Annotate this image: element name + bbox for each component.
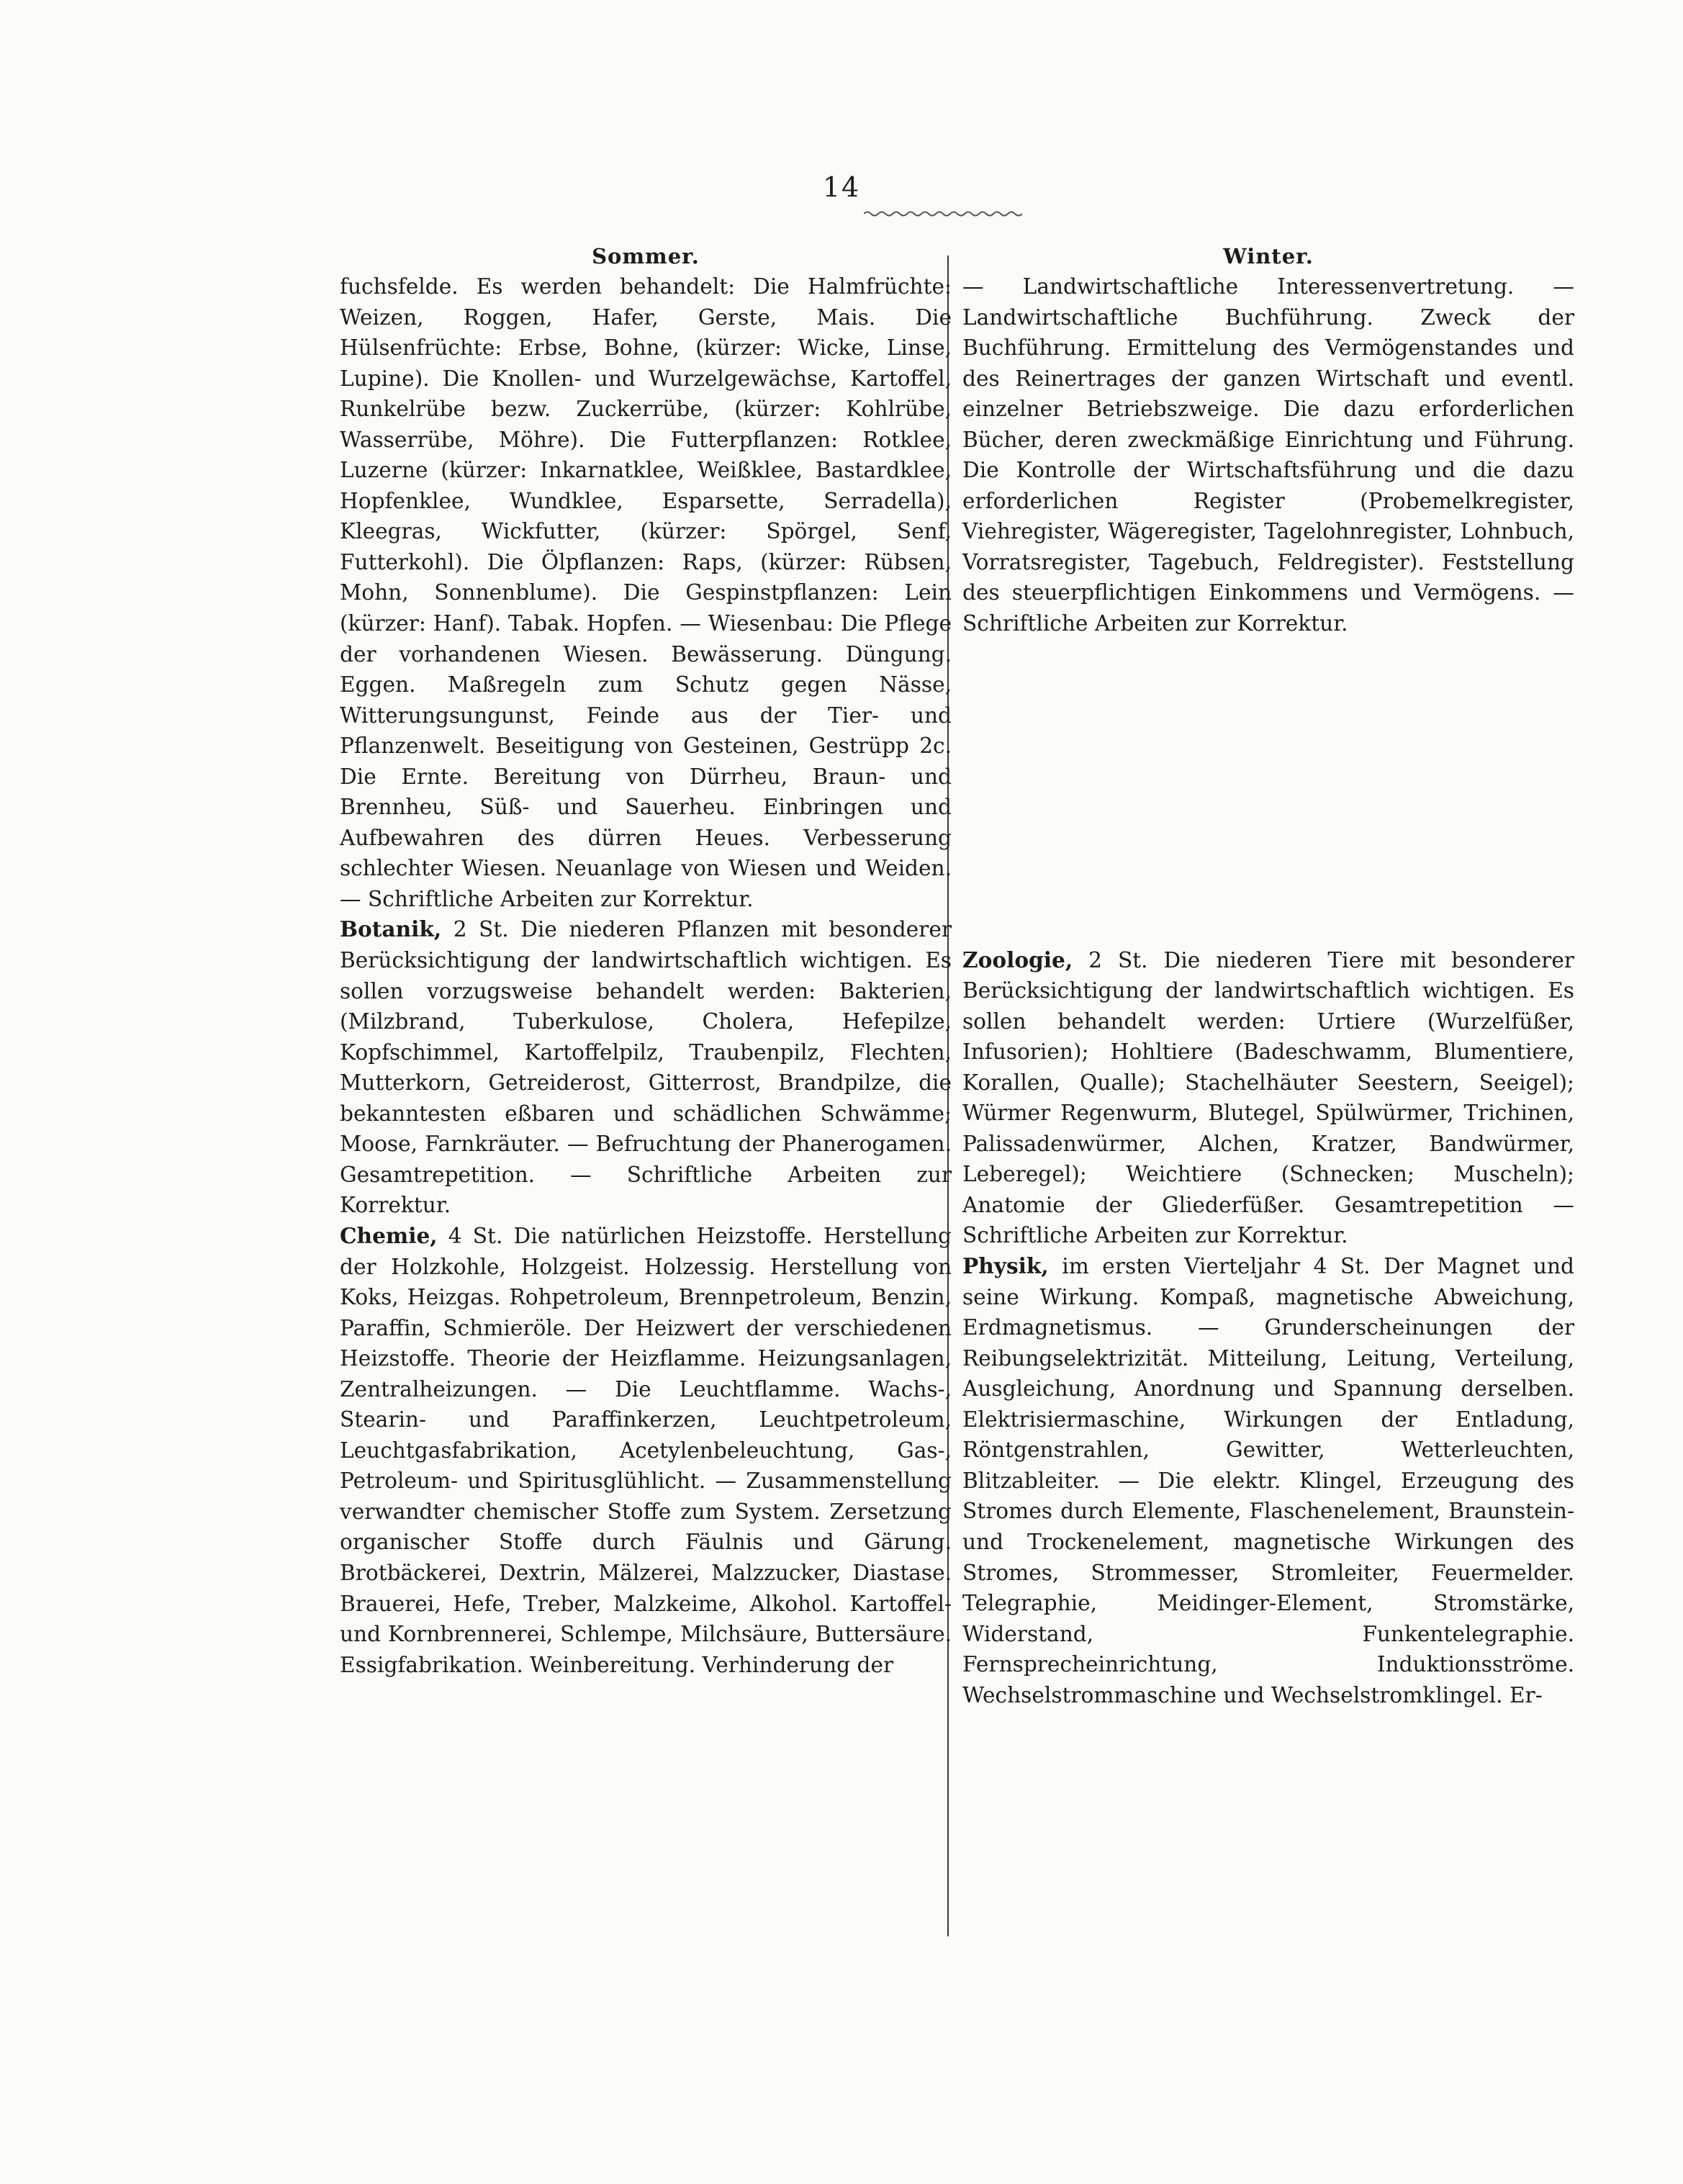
blank-space — [962, 639, 1574, 945]
physik-paragraph — [962, 1251, 1574, 1710]
summer-intro-paragraph: fuchsfelde. Es werden behandelt: Die Halmfrüchte: Weizen, Roggen, Hafer, Gerste, Mais. Die Hülsenfrüchte: Erbse, Bohne, (kürzer: Wicke, Linse, Lupine). Die Knollen- und Wurzelgewächse, Kartoffel, Runkelrübe bezw. Zuckerrübe, (kürzer: Kohlrübe, Wasserrübe, Möhre). Die Futterpflanzen: Rotklee, Luzerne (kürzer: Inkarnatklee, Weißklee, Bastardklee, Hopfenklee, Wundklee, Esparsette, Serradella), Kleegras, Wickfutter, (kürzer: Spörgel, Senf, Futterkohl). Die Ölpflanzen: Raps, (kürzer: Rübsen, Mohn, Sonnenblume). Die Gespinstpflanzen: Lein (kürzer: Hanf). Tabak. Hopfen. — Wiesenbau: Die Pflege der vorhandenen Wiesen. Bewässerung. Düngung. Eggen. Maßregeln zum Schutz gegen Nässe, Witterungsungunst, Feinde aus der Tier- und Pflanzenwelt. Beseitigung von Gesteinen, Gestrüpp 2c. Die Ernte. Bereitung von Dürrheu, Braun- und Brennheu, Süß- und Sauerheu. Einbringen und Aufbewahren des dürren Heues. Verbesserung schlechter Wiesen. Neuanlage von Wiesen und Weiden. — Schriftliche Arbeiten zur Korrektur. — [340, 274, 952, 911]
winter-heading: Winter. — [1223, 244, 1314, 269]
zoologie-label: Zoologie, — [962, 947, 1073, 973]
physik-label: Physik, — [962, 1253, 1049, 1279]
botanik-label: Botanik, — [340, 916, 442, 942]
botanik-paragraph — [340, 914, 952, 1220]
chemie-label: Chemie, — [340, 1222, 438, 1248]
chemie-paragraph — [340, 1221, 952, 1680]
zoologie-paragraph — [962, 945, 1574, 1251]
physik-text: im ersten Vierteljahr 4 St. Der Magnet und seine Wirkung. Kompaß, magnetische Abweichung, Erdmagnetismus. — Grunderscheinungen der Reibungselektrizität. Mitteilung, Leitung, Verteilung, Ausgleichung, Anordnung und Spannung derselben. Elektrisiermaschine, Wirkungen der Entladung, Röntgenstrahlen, Gewitter, Wetterleuchten, Blitzableiter. — Die elektr. Klingel, Erzeugung des Stromes durch Elemente, Flaschenelement, Braunstein- und Trockenelement, magnetische Wirkungen des Stromes, Strommesser, Stromleiter, Feuermelder. Telegraphie, Meidinger-Element, Stromstärke, Widerstand, Funkentelegraphie. Fernsprecheinrichtung, Induktionsströme. Wechselstrommaschine und Wechselstromklingel. Er- — [962, 1254, 1574, 1707]
summer-heading: Sommer. — [592, 244, 700, 269]
summer-column — [340, 241, 952, 1680]
winter-column — [962, 241, 1574, 1710]
page-number: 14 — [822, 171, 861, 203]
wavy-rule-ornament — [864, 209, 1022, 219]
botanik-text: 2 St. Die niederen Pflanzen mit besonderer Berücksichtigung der landwirtschaftlich wichtigen. Es sollen vorzugsweise behandelt werden: Bakterien, (Milzbrand, Tuberkulose, Cholera, Hefepilze, Kopfschimmel, Kartoffelpilz, Traubenpilz, Flechten, Mutterkorn, Getreiderost, Gitterrost, Brandpilze, die bekanntesten eßbaren und schädlichen Schwämme; Moose, Farnkräuter. — Befruchtung der Phanerogamen. Gesamtrepetition. — Schriftliche Arbeiten zur Korrektur. — [340, 917, 952, 1218]
zoologie-text: 2 St. Die niederen Tiere mit besonderer Berücksichtigung der landwirtschaftlich wichtigen. Es sollen behandelt werden: Urtiere (Wurzelfüßer, Infusorien); Hohltiere (Badeschwamm, Blumentiere, Korallen, Qualle); Stachelhäuter Seestern, Seeigel); Würmer Regenwurm, Blutegel, Spülwürmer, Trichinen, Palissadenwürmer, Alchen, Kratzer, Bandwürmer, Leberegel); Weichtiere (Schnecken; Muscheln); Anatomie der Gliederfüßer. Gesamtrepetition — Schriftliche Arbeiten zur Korrektur. — [962, 947, 1574, 1248]
winter-intro-paragraph: — Landwirtschaftliche Interessenvertretung. — Landwirtschaftliche Buchführung. Zweck der Buchführung. Ermittelung des Vermögenstandes und des Reinertrages der ganzen Wirtschaft und eventl. einzelner Betriebszweige. Die dazu erforderlichen Bücher, deren zweckmäßige Einrichtung und Führung. Die Kontrolle der Wirtschaftsführung und die dazu erforderlichen Register (Probemelkregister, Viehregister, Wägeregister, Tagelohnregister, Lohnbuch, Vorratsregister, Tagebuch, Feldregister). Feststellung des steuerpflichtigen Einkommens und Vermögens. — Schriftliche Arbeiten zur Korrektur. — [962, 274, 1574, 636]
chemie-text: 4 St. Die natürlichen Heizstoffe. Herstellung der Holzkohle, Holzgeist. Holzessig. Herstellung von Koks, Heizgas. Rohpetroleum, Brennpetroleum, Benzin, Paraffin, Schmieröle. Der Heizwert der verschiedenen Heizstoffe. Theorie der Heizflamme. Heizungsanlagen, Zentralheizungen. — Die Leuchtflamme. Wachs-, Stearin- und Paraffinkerzen, Leuchtpetroleum, Leuchtgasfabrikation, Acetylenbeleuchtung, Gas-, Petroleum- und Spiritusglühlicht. — Zusammenstellung verwandter chemischer Stoffe zum System. Zersetzung organischer Stoffe durch Fäulnis und Gärung. Brotbäckerei, Dextrin, Mälzerei, Malzzucker, Diastase. Brauerei, Hefe, Treber, Malzkeime, Alkohol. Kartoffel- und Kornbrennerei, Schlempe, Milchsäure, Buttersäure. Essigfabrikation. Weinbereitung. Verhinderung der — [340, 1223, 952, 1677]
